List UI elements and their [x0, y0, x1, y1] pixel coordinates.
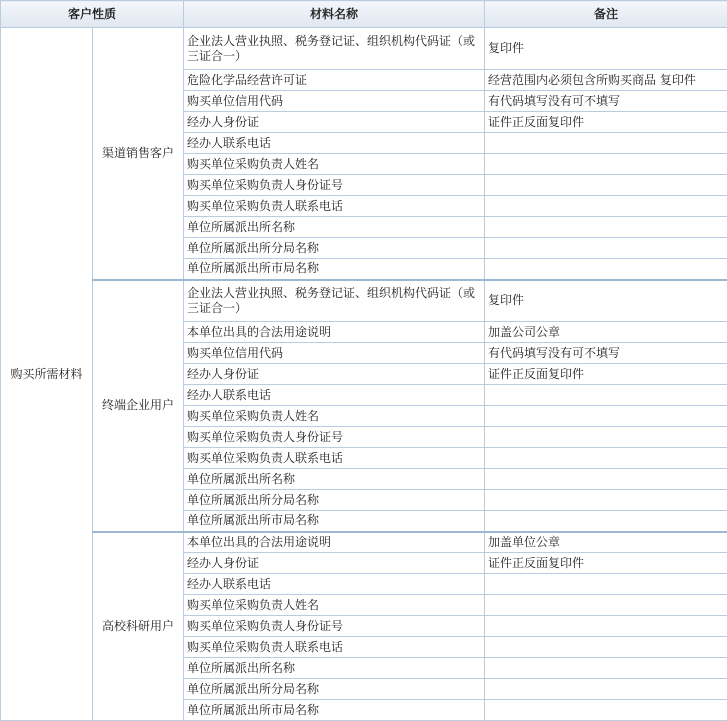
material-cell: 购买单位采购负责人姓名 — [184, 154, 485, 175]
table-row — [1, 280, 727, 322]
table-row — [1, 532, 727, 553]
remark-cell — [485, 154, 727, 175]
material-cell: 购买单位采购负责人姓名 — [184, 406, 485, 427]
material-cell: 购买单位采购负责人身份证号 — [184, 175, 485, 196]
material-cell: 企业法人营业执照、税务登记证、组织机构代码证（或三证合一） — [184, 280, 485, 322]
remark-cell — [485, 175, 727, 196]
material-cell: 单位所属派出所分局名称 — [184, 238, 485, 259]
remark-cell — [485, 490, 727, 511]
material-cell: 购买单位信用代码 — [184, 343, 485, 364]
header-material-name: 材料名称 — [184, 1, 485, 28]
material-cell: 单位所属派出所市局名称 — [184, 259, 485, 280]
remark-cell — [485, 574, 727, 595]
remark-cell — [485, 637, 727, 658]
material-cell: 单位所属派出所名称 — [184, 469, 485, 490]
category-label: 渠道销售客户 — [93, 28, 184, 280]
remark-cell — [485, 700, 727, 721]
remark-cell — [485, 259, 727, 280]
material-cell: 经办人身份证 — [184, 553, 485, 574]
remark-cell: 经营范围内必须包含所购买商品 复印件 — [485, 70, 727, 91]
remark-cell — [485, 385, 727, 406]
material-cell: 危险化学品经营许可证 — [184, 70, 485, 91]
material-cell: 购买单位采购负责人联系电话 — [184, 448, 485, 469]
material-cell: 购买单位采购负责人身份证号 — [184, 427, 485, 448]
remark-cell — [485, 658, 727, 679]
remark-cell — [485, 196, 727, 217]
remark-cell — [485, 595, 727, 616]
remark-cell — [485, 616, 727, 637]
group-label: 购买所需材料 — [1, 28, 93, 721]
material-cell: 经办人联系电话 — [184, 574, 485, 595]
material-cell: 经办人联系电话 — [184, 385, 485, 406]
material-cell: 购买单位采购负责人身份证号 — [184, 616, 485, 637]
remark-cell: 加盖公司公章 — [485, 322, 727, 343]
table-row — [1, 28, 727, 70]
remark-cell: 证件正反面复印件 — [485, 553, 727, 574]
remark-cell: 有代码填写没有可不填写 — [485, 91, 727, 112]
remark-cell: 复印件 — [485, 28, 727, 70]
material-cell: 购买单位采购负责人姓名 — [184, 595, 485, 616]
category-label: 高校科研用户 — [93, 532, 184, 721]
remark-cell: 证件正反面复印件 — [485, 364, 727, 385]
remark-cell — [485, 511, 727, 532]
remark-cell: 复印件 — [485, 280, 727, 322]
material-cell: 本单位出具的合法用途说明 — [184, 322, 485, 343]
remark-cell: 有代码填写没有可不填写 — [485, 343, 727, 364]
remark-cell — [485, 469, 727, 490]
material-cell: 单位所属派出所市局名称 — [184, 700, 485, 721]
remark-cell — [485, 406, 727, 427]
material-cell: 单位所属派出所名称 — [184, 217, 485, 238]
category-label: 终端企业用户 — [93, 280, 184, 532]
table-header — [1, 1, 727, 28]
material-cell: 单位所属派出所市局名称 — [184, 511, 485, 532]
table-body — [1, 28, 727, 721]
remark-cell — [485, 679, 727, 700]
remark-cell: 加盖单位公章 — [485, 532, 727, 553]
material-cell: 单位所属派出所分局名称 — [184, 490, 485, 511]
material-cell: 购买单位采购负责人联系电话 — [184, 196, 485, 217]
material-cell: 经办人联系电话 — [184, 133, 485, 154]
header-customer-type: 客户性质 — [1, 1, 184, 28]
material-cell: 经办人身份证 — [184, 112, 485, 133]
remark-cell — [485, 238, 727, 259]
header-remarks: 备注 — [485, 1, 727, 28]
material-cell: 购买单位采购负责人联系电话 — [184, 637, 485, 658]
remark-cell: 证件正反面复印件 — [485, 112, 727, 133]
material-cell: 本单位出具的合法用途说明 — [184, 532, 485, 553]
remark-cell — [485, 133, 727, 154]
remark-cell — [485, 217, 727, 238]
material-cell: 企业法人营业执照、税务登记证、组织机构代码证（或三证合一） — [184, 28, 485, 70]
remark-cell — [485, 448, 727, 469]
material-cell: 购买单位信用代码 — [184, 91, 485, 112]
remark-cell — [485, 427, 727, 448]
material-cell: 单位所属派出所分局名称 — [184, 679, 485, 700]
material-cell: 经办人身份证 — [184, 364, 485, 385]
material-cell: 单位所属派出所名称 — [184, 658, 485, 679]
